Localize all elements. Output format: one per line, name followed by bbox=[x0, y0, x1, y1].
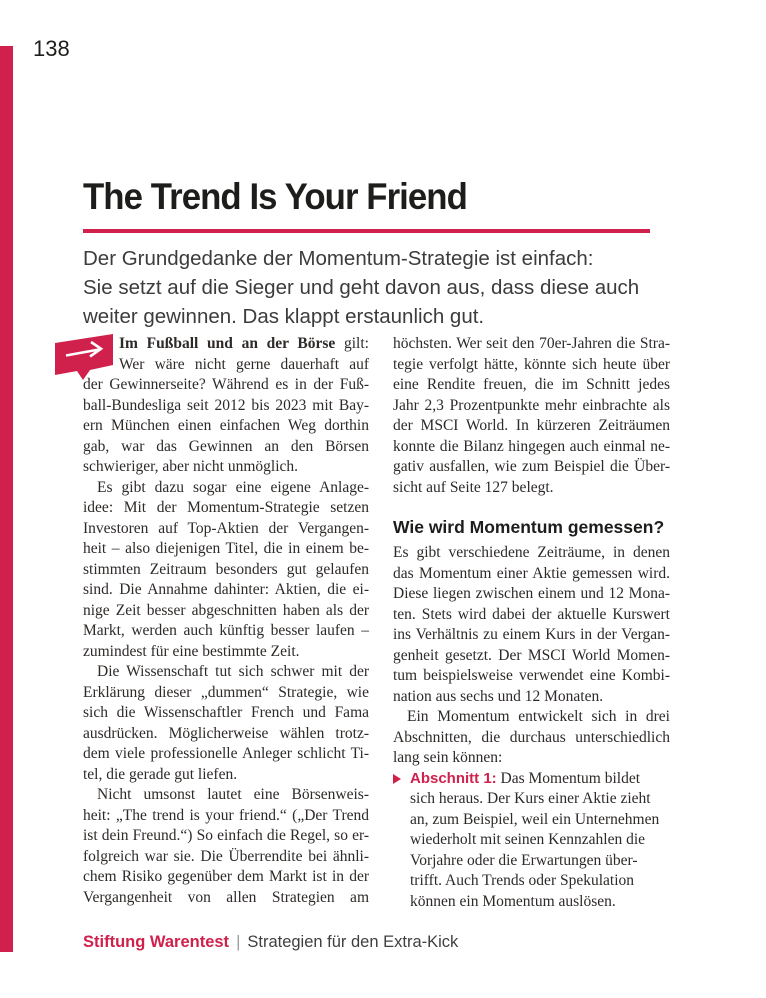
text-line: höchsten. Wer seit den 70er-Jahren die Stra- bbox=[393, 335, 670, 352]
text-line: an, zum Beispiel, weil ein Unternehmen bbox=[410, 810, 660, 828]
text-line: nation aus sechs und 12 Monaten. bbox=[393, 687, 604, 705]
page-edge-accent-bar bbox=[0, 46, 13, 952]
text-line: Nicht umsonst lautet eine Börsenweis- bbox=[97, 786, 369, 803]
title-accent-rule bbox=[83, 229, 650, 233]
bullet-triangle-icon bbox=[393, 774, 401, 784]
text-line: Im Fußball und an der Börse gilt: bbox=[119, 335, 369, 352]
article-title: The Trend Is Your Friend bbox=[83, 176, 467, 217]
text-line: schwieriger, aber nicht unmöglich. bbox=[83, 458, 299, 475]
text-line: können ein Momentum auslösen. bbox=[410, 892, 616, 910]
bullet-item bbox=[393, 769, 670, 913]
body-paragraph bbox=[83, 785, 369, 908]
text-line: lang sein können: bbox=[393, 749, 503, 766]
text-line: sind. Die Annahme dahinter: Aktien, die ei- bbox=[83, 581, 369, 598]
article-body bbox=[83, 334, 670, 912]
body-column-right bbox=[393, 334, 670, 912]
text-line: Erklärung dieser „dummen“ Strategie, wie bbox=[83, 683, 369, 701]
text-line: heit: „The trend is your friend.“ („Der Trend bbox=[83, 806, 369, 824]
text-line: dem viele professionelle Anleger schlicht Ti- bbox=[83, 745, 369, 762]
text-line: Investoren auf Top-Aktien der Vergangen- bbox=[83, 519, 369, 537]
text-line: sich die Wissenschaftler French und Fama bbox=[83, 704, 369, 721]
text-line: nige Zeit besser abgeschnitten haben als der bbox=[83, 601, 369, 619]
text-line: chem Risiko gegenüber dem Markt ist in der bbox=[83, 868, 369, 885]
text-line: Diese liegen zwischen einem und 12 Mona- bbox=[393, 585, 670, 602]
text-line: Vorjahre oder die Erwartungen über- bbox=[410, 851, 638, 869]
body-column-left bbox=[83, 334, 369, 912]
text-line: stimmten Zeitraum besonders gut gelaufen bbox=[83, 560, 369, 578]
book-title: Strategien für den Extra-Kick bbox=[247, 933, 459, 951]
text-line: Es gibt verschiedene Zeiträume, in denen bbox=[393, 544, 670, 561]
text-line: Es gibt dazu sogar eine eigene Anlage- bbox=[97, 478, 369, 496]
text-line: ins Verhältnis zu einem Kurs in der Vergan- bbox=[393, 626, 670, 643]
publisher-brand: Stiftung Warentest bbox=[83, 933, 230, 951]
text-line: Die Wissenschaft tut sich schwer mit der bbox=[97, 663, 369, 680]
page-number: 138 bbox=[33, 36, 70, 61]
text-line: tel, die gerade gut liefen. bbox=[83, 765, 238, 783]
deck-line: Der Grundgedanke der Momentum-Strategie ist einfach: bbox=[83, 247, 594, 270]
deck-line: Sie setzt auf die Sieger und geht davon aus, dass diese auch bbox=[83, 276, 640, 299]
text-line: das Momentum einer Aktie gemessen wird. bbox=[393, 564, 670, 582]
text-line: Markt, werden auch künftig besser laufen – bbox=[83, 622, 369, 639]
body-paragraph bbox=[83, 662, 369, 785]
body-paragraph bbox=[393, 707, 670, 769]
deck-line: weiter gewinnen. Das klappt erstaunlich gut. bbox=[83, 305, 485, 328]
text-line: Abschnitten, die durchaus unterschiedlich bbox=[393, 728, 670, 746]
text-line: Wer wäre nicht gerne dauerhaft auf bbox=[119, 355, 369, 373]
text-line: ball-Bundesliga seit 2012 bis 2023 mit Bay- bbox=[83, 396, 369, 414]
text-line: zumindest für eine bestimmte Zeit. bbox=[83, 642, 300, 660]
article-deck bbox=[83, 244, 683, 331]
arrow-flag-icon bbox=[55, 334, 113, 388]
text-line: Abschnitt 1: Das Momentum bildet bbox=[410, 769, 641, 787]
text-line: gab, war das Gewinnen an den Börsen bbox=[83, 437, 369, 455]
text-line: trifft. Auch Trends oder Spekulation bbox=[410, 872, 635, 889]
text-line: heit – also diejenigen Titel, die in einem be- bbox=[83, 540, 369, 557]
body-paragraph bbox=[83, 478, 369, 663]
text-line: der Gewinnerseite? Während es in der Fuß- bbox=[83, 376, 369, 393]
text-line: sich heraus. Der Kurs einer Aktie zieht bbox=[410, 790, 651, 807]
text-line: gativ ausfallen, wie zum Beispiel die Über- bbox=[393, 458, 670, 475]
text-line: konnte die Bilanz hingegen auch einmal ne- bbox=[393, 437, 670, 455]
section-heading: Wie wird Momentum gemessen? bbox=[393, 517, 665, 537]
text-line: ausdrücken. Möglicherweise wählen trotz- bbox=[83, 724, 369, 742]
text-line: sicht auf Seite 127 belegt. bbox=[393, 478, 554, 496]
body-paragraph bbox=[393, 543, 670, 707]
text-line: folgreich war sie. Die Überrendite bei ähnli- bbox=[83, 847, 369, 865]
text-line: der MSCI World. In kürzeren Zeiträumen bbox=[393, 417, 670, 434]
text-line: tegie verfolgt hätte, könnte sich heute über bbox=[393, 355, 670, 373]
body-paragraph bbox=[393, 334, 670, 498]
text-line: genheit gesetzt. Der MSCI World Momen- bbox=[393, 646, 670, 664]
text-line: wiederholt mit seinen Kennzahlen die bbox=[410, 831, 646, 848]
text-line: idee: Mit der Momentum-Strategie setzen bbox=[83, 499, 369, 516]
text-line: Ein Momentum entwickelt sich in drei bbox=[407, 708, 670, 725]
text-line: Jahr 2,3 Prozentpunkte mehr einbrachte als bbox=[393, 396, 670, 414]
text-line: ten. Stets wird dabei der aktuelle Kurswert bbox=[393, 605, 670, 623]
page-footer bbox=[83, 933, 458, 952]
footer-divider: | bbox=[236, 933, 241, 951]
text-line: Vergangenheit von allen Strategien am bbox=[83, 888, 369, 906]
text-line: ern München einen einfachen Weg dorthin bbox=[83, 417, 369, 434]
text-line: eine Rendite freuen, die im Schnitt jedes bbox=[393, 376, 670, 393]
text-line: tum beispielsweise verwendet eine Kombi- bbox=[393, 667, 670, 684]
text-line: ist dein Freund.“) So einfach die Regel, so er- bbox=[83, 827, 369, 844]
body-paragraph bbox=[83, 334, 369, 478]
